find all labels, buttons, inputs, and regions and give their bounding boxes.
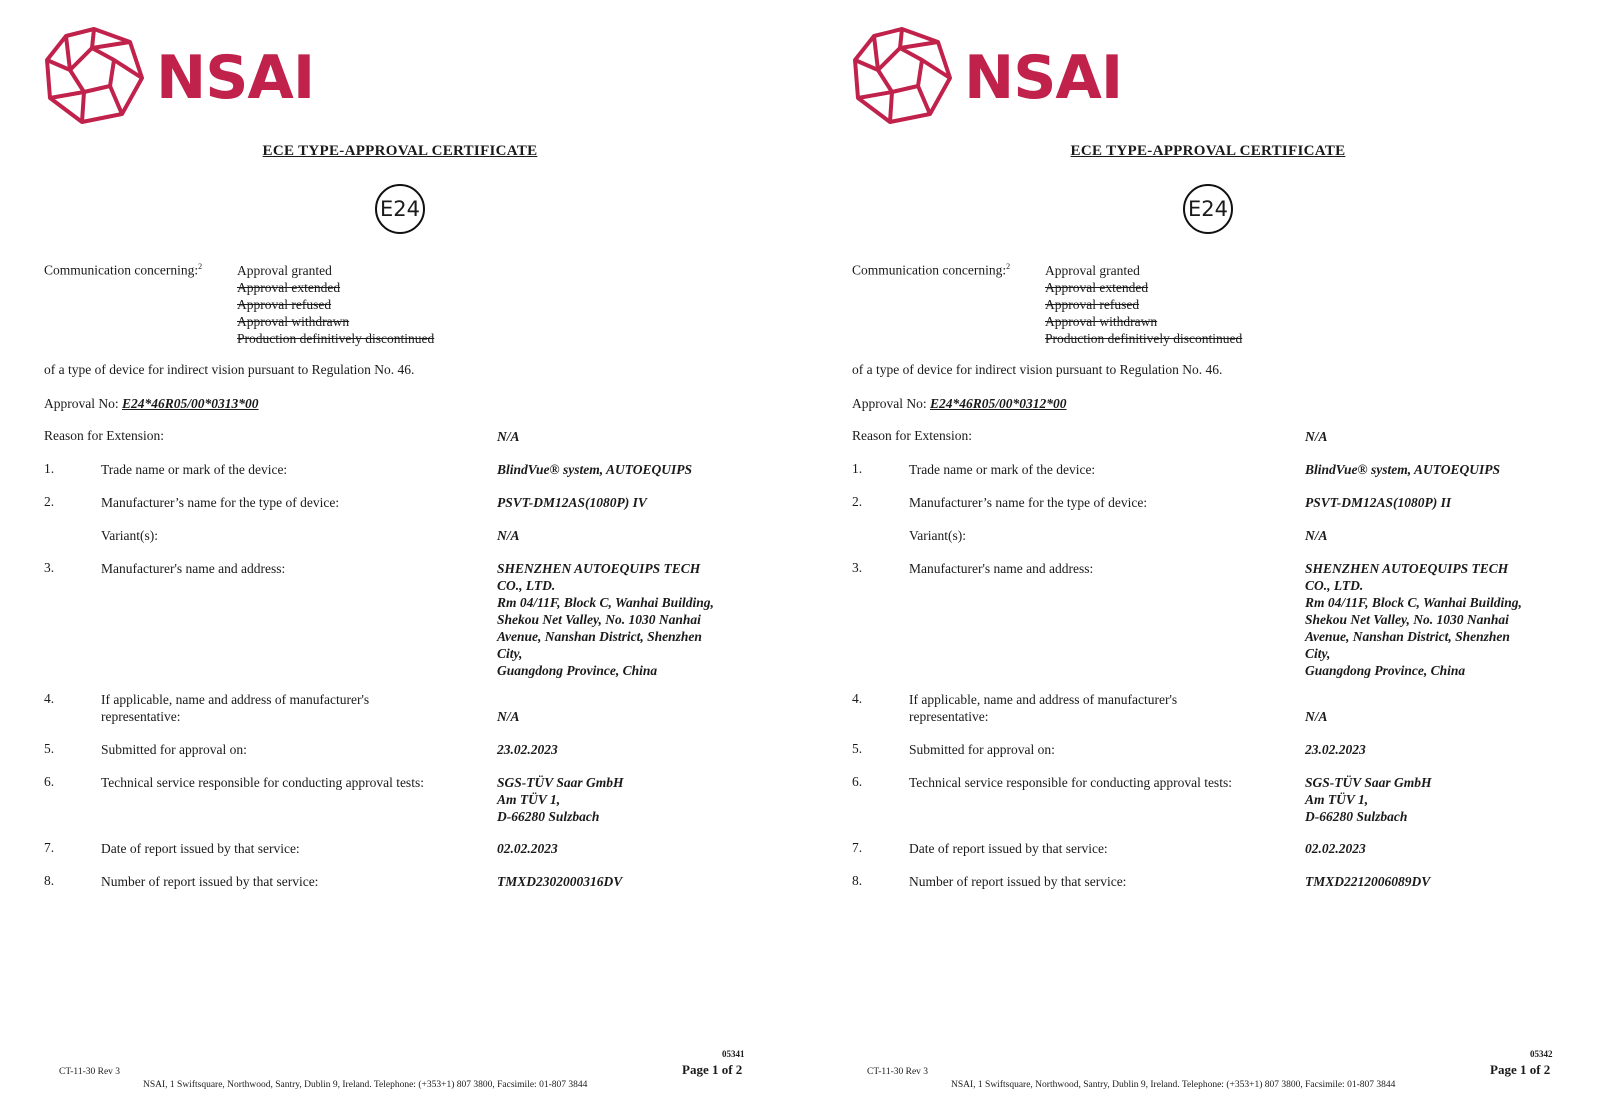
serial-number: 05342 xyxy=(1530,1049,1553,1059)
item-label: Submitted for approval on: xyxy=(909,742,1055,757)
item-value: N/A xyxy=(1305,709,1328,724)
item-label: Manufacturer’s name for the type of device: xyxy=(101,495,340,510)
option-approval-withdrawn: Approval withdrawn xyxy=(237,314,350,329)
serial-number: 05341 xyxy=(722,1049,745,1059)
nsai-logo xyxy=(44,26,315,126)
item-number: 2. xyxy=(44,494,55,509)
item-number: 3. xyxy=(44,560,55,575)
item-value-multiline: SHENZHEN AUTOEQUIPS TECH CO., LTD. Rm 04/11F, Block C, Wanhai Building, Shekou Net Valley, No. 1030 Nanhai Avenue, Nanshan District, Shenzhen City, Guangdong Province, China xyxy=(497,561,714,678)
item-number: 1. xyxy=(44,461,55,476)
item-label: Technical service responsible for conducting approval tests: xyxy=(101,775,424,790)
item-number: 8. xyxy=(44,873,55,888)
item-value: N/A xyxy=(497,528,520,543)
option-approval-granted: Approval granted xyxy=(1045,263,1140,278)
communication-label: Communication concerning:$^2$ xyxy=(852,262,1011,278)
reason-value: N/A xyxy=(1305,429,1328,444)
item-label: Technical service responsible for conducting approval tests: xyxy=(909,775,1232,790)
reason-value: N/A xyxy=(497,429,520,444)
item-value-multiline: SGS-TÜV Saar GmbH Am TÜV 1, D-66280 Sulzbach xyxy=(497,775,624,824)
option-approval-granted: Approval granted xyxy=(237,263,332,278)
item-number: 8. xyxy=(852,873,863,888)
item-label: Trade name or mark of the device: xyxy=(101,462,288,477)
item-value: TMXD2212006089DV xyxy=(1305,874,1431,889)
footer-address: NSAI, 1 Swiftsquare, Northwood, Santry, Dublin 9, Ireland. Telephone: (+353+1) 807 3800, Facsimile: 01-807 3844 xyxy=(143,1080,588,1090)
form-code: CT-11-30 Rev 3 xyxy=(867,1067,929,1077)
item-label: Variant(s): xyxy=(909,528,966,543)
certificate-page-2 xyxy=(808,0,1608,1108)
e24-emark: E24 xyxy=(375,184,425,234)
option-production-discontinued: Production definitively discontinued xyxy=(237,331,435,346)
option-approval-refused: Approval refused xyxy=(237,297,332,312)
nsai-logo xyxy=(852,26,1123,126)
approval-number: Approval No: E24*46R05/00*0312*00 xyxy=(852,396,1067,411)
certificate-page-1 xyxy=(0,0,800,1108)
item-label-multiline: If applicable, name and address of manufacturer's representative: xyxy=(101,692,370,724)
reason-label: Reason for Extension: xyxy=(44,428,164,443)
item-value-multiline: SGS-TÜV Saar GmbH Am TÜV 1, D-66280 Sulzbach xyxy=(1305,775,1432,824)
item-value-multiline: SHENZHEN AUTOEQUIPS TECH CO., LTD. Rm 04/11F, Block C, Wanhai Building, Shekou Net Valley, No. 1030 Nanhai Avenue, Nanshan District, Shenzhen City, Guangdong Province, China xyxy=(1305,561,1522,678)
item-label: Number of report issued by that service: xyxy=(101,874,319,889)
communication-options xyxy=(1045,262,1242,347)
item-number: 7. xyxy=(852,840,863,855)
item-value: 23.02.2023 xyxy=(497,742,558,757)
option-production-discontinued: Production definitively discontinued xyxy=(1045,331,1243,346)
item-label: Submitted for approval on: xyxy=(101,742,247,757)
item-value: TMXD2302000316DV xyxy=(497,874,623,889)
brand-name: NSAI xyxy=(964,43,1123,113)
item-number: 4. xyxy=(852,691,863,706)
option-approval-refused: Approval refused xyxy=(1045,297,1140,312)
regulation-text: of a type of device for indirect vision pursuant to Regulation No. 46. xyxy=(852,362,1223,377)
item-label-multiline: If applicable, name and address of manufacturer's representative: xyxy=(909,692,1178,724)
item-label: Manufacturer's name and address: xyxy=(909,561,1094,576)
communication-options xyxy=(237,262,434,347)
item-label: Number of report issued by that service: xyxy=(909,874,1127,889)
form-code: CT-11-30 Rev 3 xyxy=(59,1067,121,1077)
nsai-dodecahedron-icon xyxy=(44,26,144,126)
item-number: 4. xyxy=(44,691,55,706)
communication-label: Communication concerning:$^2$ xyxy=(44,262,203,278)
item-value: 23.02.2023 xyxy=(1305,742,1366,757)
option-approval-extended: Approval extended xyxy=(1045,280,1149,295)
item-value: N/A xyxy=(1305,528,1328,543)
approval-number: Approval No: E24*46R05/00*0313*00 xyxy=(44,396,259,411)
nsai-dodecahedron-icon xyxy=(852,26,952,126)
footnote-marker: 2 xyxy=(198,262,203,271)
reason-label: Reason for Extension: xyxy=(852,428,972,443)
item-number: 5. xyxy=(44,741,55,756)
item-value: 02.02.2023 xyxy=(497,841,558,856)
item-number: 1. xyxy=(852,461,863,476)
brand-name: NSAI xyxy=(156,43,315,113)
item-label: Manufacturer’s name for the type of device: xyxy=(909,495,1148,510)
item-number: 2. xyxy=(852,494,863,509)
item-value: N/A xyxy=(497,709,520,724)
item-number: 6. xyxy=(44,774,55,789)
certificate-title: ECE TYPE-APPROVAL CERTIFICATE xyxy=(1070,143,1346,159)
item-label: Manufacturer's name and address: xyxy=(101,561,286,576)
item-label: Trade name or mark of the device: xyxy=(909,462,1096,477)
option-approval-withdrawn: Approval withdrawn xyxy=(1045,314,1158,329)
item-label: Date of report issued by that service: xyxy=(909,841,1108,856)
item-value: BlindVue® system, AUTOEQUIPS xyxy=(1305,462,1500,477)
item-number: 3. xyxy=(852,560,863,575)
item-value: BlindVue® system, AUTOEQUIPS xyxy=(497,462,692,477)
footer-address: NSAI, 1 Swiftsquare, Northwood, Santry, Dublin 9, Ireland. Telephone: (+353+1) 807 3800, Facsimile: 01-807 3844 xyxy=(951,1080,1396,1090)
certificate-title: ECE TYPE-APPROVAL CERTIFICATE xyxy=(262,143,538,159)
option-approval-extended: Approval extended xyxy=(237,280,341,295)
item-value: PSVT-DM12AS(1080P) IV xyxy=(497,495,647,510)
e24-emark: E24 xyxy=(1183,184,1233,234)
item-value: PSVT-DM12AS(1080P) II xyxy=(1305,495,1452,510)
footnote-marker: 2 xyxy=(1006,262,1011,271)
item-value: 02.02.2023 xyxy=(1305,841,1366,856)
item-number: 6. xyxy=(852,774,863,789)
item-number: 5. xyxy=(852,741,863,756)
regulation-text: of a type of device for indirect vision pursuant to Regulation No. 46. xyxy=(44,362,415,377)
item-number: 7. xyxy=(44,840,55,855)
item-label: Date of report issued by that service: xyxy=(101,841,300,856)
page-number: Page 1 of 2 xyxy=(682,1062,743,1077)
item-label: Variant(s): xyxy=(101,528,158,543)
page-number: Page 1 of 2 xyxy=(1490,1062,1551,1077)
